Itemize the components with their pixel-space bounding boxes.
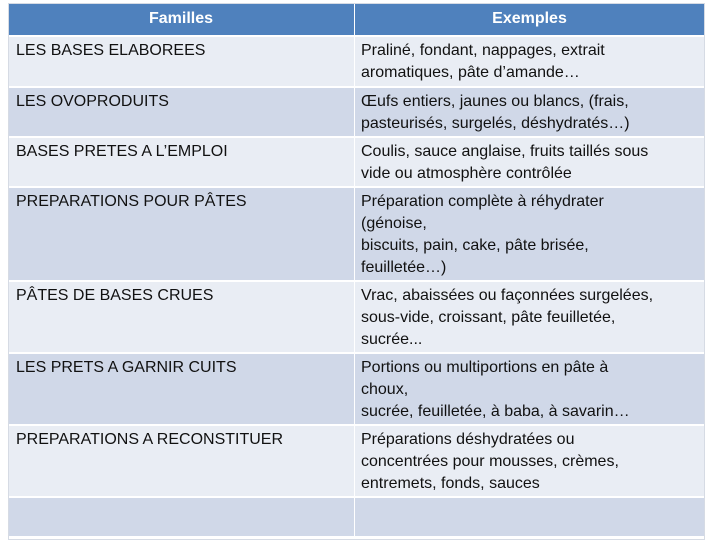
row-5-famille: PÂTES DE BASES CRUES [8, 282, 355, 354]
header-exemples: Exemples [355, 3, 705, 37]
header-familles: Familles [8, 3, 355, 37]
row-1-famille: LES BASES ELABOREES [8, 37, 355, 88]
familles-table [8, 3, 705, 538]
row-2-famille: LES OVOPRODUITS [8, 88, 355, 138]
row-2-exemples: Œufs entiers, jaunes ou blancs, (frais, pasteurisés, surgelés, déshydratés…) [355, 88, 705, 138]
row-6-famille: LES PRETS A GARNIR CUITS [8, 354, 355, 426]
row-4-exemples: Préparation complète à réhydrater (génoise, biscuits, pain, cake, pâte brisée, feuilletée…) [355, 188, 705, 282]
row-4-famille: PREPARATIONS POUR PÂTES [8, 188, 355, 282]
row-7-famille: PREPARATIONS A RECONSTITUER [8, 426, 355, 498]
row-3-famille: BASES PRETES A L’EMPLOI [8, 138, 355, 188]
row-5-exemples: Vrac, abaissées ou façonnées surgelées, sous-vide, croissant, pâte feuilletée, sucrée... [355, 282, 705, 354]
row-8-exemples [355, 498, 705, 538]
row-1-exemples: Praliné, fondant, nappages, extrait aromatiques, pâte d’amande… [355, 37, 705, 88]
row-8-famille [8, 498, 355, 538]
row-7-exemples: Préparations déshydratées ou concentrées pour mousses, crèmes, entremets, fonds, sauces [355, 426, 705, 498]
row-6-exemples: Portions ou multiportions en pâte à choux, sucrée, feuilletée, à baba, à savarin… [355, 354, 705, 426]
row-3-exemples: Coulis, sauce anglaise, fruits taillés sous vide ou atmosphère contrôlée [355, 138, 705, 188]
